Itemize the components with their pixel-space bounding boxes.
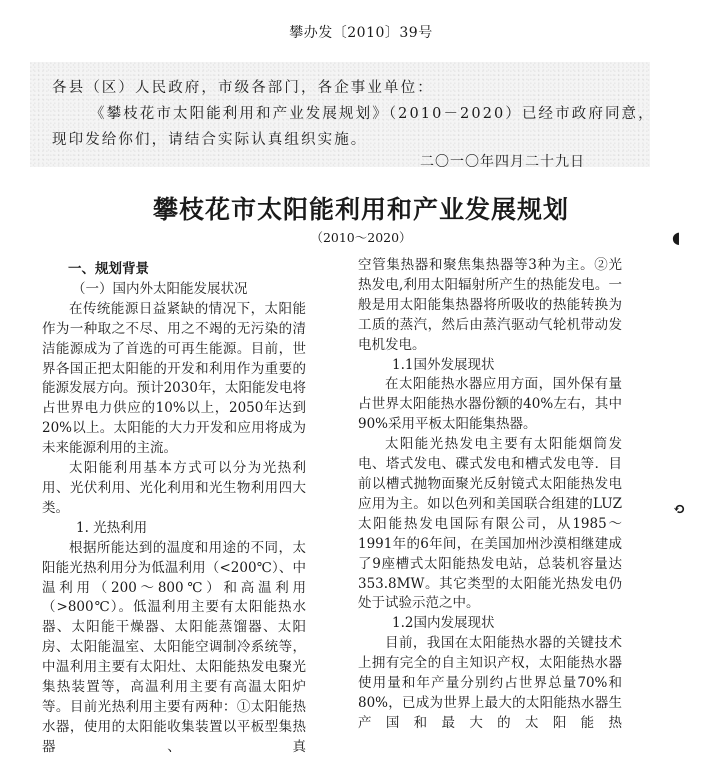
paragraph: 根据所能达到的温度和用途的不同，太阳能光热利用分为低温利用（<200℃）、中温利用（200～800℃）和高温利用（>800℃）。低温利用主要有太阳能热水器、太阳能干燥器、太阳能蒸馏器、太阳房、太阳能温室、太阳能空调制冷系统等，中温利用主要有太阳灶、太阳能热发电聚光集热装置等，高温利用主要有高温太阳炉等。目前光热利用主要有两种：①太阳能热水器，使用的太阳能收集装置以平板型集热器、真 <box>42 539 306 755</box>
paragraph: 在传统能源日益紧缺的情况下，太阳能作为一种取之不尽、用之不竭的无污染的清洁能源成为了首选的可再生能源。目前，世界各国正把太阳能的开发和利用作为重要的能源发展方向。预计2030年，太阳能发电将占世界电力供应的10%以上，2050年达到20%以上。太阳能的大力开发和应用将成为未来能源利用的主流。 <box>42 300 306 457</box>
margin-mark-icon: ◖ <box>672 228 681 247</box>
subsection-heading: （一）国内外太阳能发展状况 <box>72 280 248 297</box>
document-number: 攀办发〔2010〕39号 <box>289 25 433 41</box>
paragraph: 在太阳能热水器应用方面，国外保有量占世界太阳能热水器份额的40%左右，其中90%采用平板太阳能集热器。 <box>358 376 622 433</box>
notice-addressee: 各县（区）人民政府，市级各部门，各企事业单位： <box>52 80 434 96</box>
subsection-heading: 1.2国内发展现状 <box>392 615 495 632</box>
notice-body-line-1: 《攀枝花市太阳能利用和产业发展规划》（2010－2020）已经市政府同意， <box>90 106 655 122</box>
margin-scribble-icon: ⟲ <box>673 500 686 518</box>
right-column <box>358 256 622 734</box>
item-heading: 1. 光热利用 <box>76 519 148 536</box>
paragraph: 太阳能利用基本方式可以分为光热利用、光伏利用、光化利用和光生物利用四大类。 <box>42 460 306 516</box>
document-title: 攀枝花市太阳能利用和产业发展规划 <box>152 195 569 224</box>
notice-date: 二〇一〇年四月二十九日 <box>420 154 585 170</box>
left-column <box>42 260 306 758</box>
notice-body-line-2: 现印发给你们，请结合实际认真组织实施。 <box>52 132 368 148</box>
document-subtitle: （2010～2020） <box>310 230 412 245</box>
subsection-heading: 1.1国外发展现状 <box>392 356 495 373</box>
section-heading: 一、规划背景 <box>68 261 149 277</box>
paragraph: 目前，我国在太阳能热水器的关键技术上拥有完全的自主知识产权，太阳能热水器使用量和年产量分别约占世界总量70%和80%，已成为世界上最大的太阳能热水器生产国和最大的太阳能热 <box>358 635 622 731</box>
paragraph: 太阳能光热发电主要有太阳能烟筒发电、塔式发电、碟式发电和槽式发电等．目前以槽式抛物面聚光反射镜式太阳能热发电应用为主。如以色列和美国联合组建的LUZ太阳能热发电国际有限公司，从1985～1991年的6年间，在美国加州沙漠相继建成了9座槽式太阳能热发电站，总装机容量达353.8MW。其它类型的太阳能光热发电仍处于试验示范之中。 <box>358 436 622 612</box>
paragraph: 空管集热器和聚焦集热器等3种为主。②光热发电,利用太阳辐射所产生的热能发电。一般是用太阳能集热器将所吸收的热能转换为工质的蒸汽，然后由蒸汽驱动气轮机带动发电机发电。 <box>358 257 622 353</box>
